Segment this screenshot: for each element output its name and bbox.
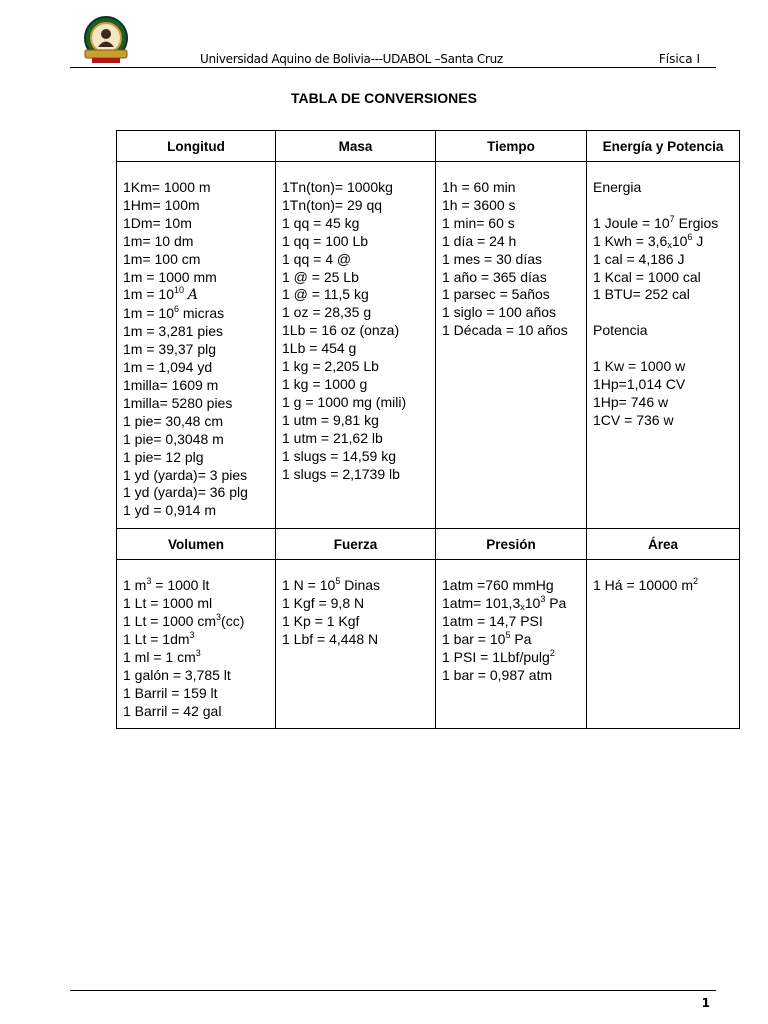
list-item-hectarea [593, 577, 733, 595]
list-item: 1 kg = 2,205 Lb [282, 358, 379, 375]
page-number: 1 [701, 996, 710, 1010]
list-item: 1h = 60 min [442, 179, 516, 195]
list-item: 1Lb = 454 g [282, 340, 357, 357]
body-row-2 [117, 560, 740, 729]
exponent: 6 [687, 231, 693, 242]
list-item: 1 Barril = 159 lt [123, 684, 218, 701]
list-item: 1 mes = 30 días [442, 250, 543, 267]
text: 1 PSI = 1Lbf/pulg [442, 648, 550, 665]
exponent: 5 [335, 576, 341, 587]
list-item: 1 yd (yarda)= 36 plg [123, 484, 248, 501]
list-item: 1m = 39,37 plg [123, 341, 217, 358]
text: = 1000 lt [151, 577, 210, 594]
list-item-lt-cm3 [123, 613, 269, 631]
cell-area [587, 560, 740, 729]
header-row-1 [117, 131, 740, 162]
text: 1 ml = 1 cm [123, 648, 196, 665]
text: 1 bar = 10 [442, 630, 506, 647]
conversion-table [116, 130, 740, 729]
spacer [593, 304, 733, 322]
heading-presion: Presión [436, 529, 587, 560]
spacer [593, 340, 733, 358]
text: 1 Kwh = 3,6 [593, 232, 668, 249]
list-item: 1atm = 14,7 PSI [442, 613, 543, 630]
header-course: Física I [658, 52, 700, 66]
list-item: 1 Lt = 1000 ml [123, 595, 213, 612]
exponent: 3 [195, 647, 201, 658]
exponent: 10 [173, 285, 184, 296]
times-sign: x [520, 602, 525, 613]
list-item-angstrom [123, 286, 269, 305]
list-item: 1 bar = 0,987 atm [442, 666, 553, 683]
text: 1 m [123, 577, 147, 594]
list-item: 1Km= 1000 m [123, 179, 211, 195]
text: 1atm= 101,3 [442, 595, 521, 612]
university-seal-logo [80, 14, 132, 66]
list-item: 1CV = 736 w [593, 411, 674, 428]
list-item: 1Tn(ton)= 1000kg [282, 179, 393, 195]
list-item: 1Hp= 746 w [593, 393, 669, 410]
list-item: 1 @ = 25 Lb [282, 268, 359, 285]
list-item-bar-pa [442, 631, 580, 649]
text: 10 [671, 232, 688, 249]
list-item: 1 min= 60 s [442, 214, 515, 231]
exponent: 5 [505, 629, 511, 640]
list-item: 1 kg = 1000 g [282, 375, 368, 392]
text: Ergios [674, 214, 719, 231]
list-item: 1 @ = 11,5 kg [282, 286, 369, 303]
text: 1m = 10 [123, 286, 174, 303]
list-item: 1 qq = 100 Lb [282, 232, 369, 249]
footer-divider [70, 990, 716, 991]
exponent: 3 [216, 612, 222, 623]
cell-presion [436, 560, 587, 729]
text: 1 Joule = 10 [593, 214, 670, 231]
list-item: 1 pie= 12 plg [123, 448, 204, 465]
list-item-newton [282, 577, 429, 595]
list-item: 1 slugs = 2,1739 lb [282, 465, 400, 482]
spacer [593, 197, 733, 215]
list-item: 1 oz = 28,35 g [282, 304, 372, 321]
list-item: 1m = 3,281 pies [123, 323, 224, 340]
list-item: 1 cal = 4,186 J [593, 250, 685, 267]
cell-fuerza [276, 560, 436, 729]
list-item: 1m= 10 dm [123, 232, 194, 249]
list-item: 1atm =760 mmHg [442, 577, 554, 594]
list-item: 1 Barril = 42 gal [123, 702, 222, 719]
cell-tiempo [436, 162, 587, 529]
document-title: TABLA DE CONVERSIONES [291, 90, 477, 106]
list-item: 1 año = 365 días [442, 268, 547, 285]
list-item-atm-pa [442, 595, 580, 613]
exponent: 2 [549, 647, 555, 658]
list-item: 1 pie= 30,48 cm [123, 412, 224, 429]
list-item: 1 qq = 45 kg [282, 214, 360, 231]
list-item-micras [123, 305, 269, 323]
list-item: 1Hm= 100m [123, 196, 200, 213]
list-item: 1 pie= 0,3048 m [123, 430, 224, 447]
potencia-label: Potencia [593, 322, 648, 339]
list-item: 1 utm = 9,81 kg [282, 411, 379, 428]
list-item-lt-dm3 [123, 631, 269, 649]
list-item: 1m= 100 cm [123, 250, 201, 267]
cell-longitud [117, 162, 276, 529]
list-item: 1milla= 1609 m [123, 376, 219, 393]
list-item: 1 slugs = 14,59 kg [282, 447, 397, 464]
list-item: 1 yd = 0,914 m [123, 502, 217, 519]
list-item: 1Lb = 16 oz (onza) [282, 322, 400, 339]
header-university: Universidad Aquino de Bolivia---UDABOL –Santa Cruz [200, 52, 503, 66]
list-item: 1 Kgf = 9,8 N [282, 595, 365, 612]
exponent: 3 [189, 629, 195, 640]
cell-masa [276, 162, 436, 529]
header-row-2 [117, 529, 740, 560]
list-item-joule [593, 215, 733, 233]
text: Dinas [340, 577, 381, 594]
list-item: 1 Kp = 1 Kgf [282, 613, 360, 630]
list-item: 1 qq = 4 @ [282, 250, 352, 267]
list-item: 1Hp=1,014 CV [593, 375, 686, 392]
list-item-ml-cm3 [123, 649, 269, 667]
heading-energia-potencia: Energía y Potencia [587, 131, 740, 162]
heading-area: Área [587, 529, 740, 560]
list-item-psi [442, 649, 580, 667]
body-row-1 [117, 162, 740, 529]
heading-volumen: Volumen [117, 529, 276, 560]
heading-masa: Masa [276, 131, 436, 162]
text: Pa [510, 630, 532, 647]
list-item: 1h = 3600 s [442, 196, 516, 213]
text: J [692, 232, 704, 249]
list-item: 1Tn(ton)= 29 qq [282, 196, 383, 213]
list-item: 1 BTU= 252 cal [593, 286, 690, 303]
list-item: 1milla= 5280 pies [123, 394, 233, 411]
list-item: 1 parsec = 5años [442, 286, 550, 303]
heading-longitud: Longitud [117, 131, 276, 162]
list-item: 1 Kcal = 1000 cal [593, 268, 701, 285]
list-item: 1 utm = 21,62 lb [282, 429, 383, 446]
heading-tiempo: Tiempo [436, 131, 587, 162]
list-item: 1 Década = 10 años [442, 322, 568, 339]
list-item: 1 yd (yarda)= 3 pies [123, 466, 248, 483]
list-item-kwh [593, 233, 733, 251]
text: (cc) [221, 613, 245, 630]
exponent: 3 [146, 576, 152, 587]
angstrom-symbol: A [187, 287, 199, 304]
list-item-m3 [123, 577, 269, 595]
text: 1 Lt = 1dm [123, 630, 190, 647]
list-item: 1Dm= 10m [123, 214, 192, 231]
text: 1 N = 10 [282, 577, 336, 594]
list-item: 1m = 1000 mm [123, 268, 217, 285]
times-sign: x [667, 239, 672, 250]
list-item: 1 g = 1000 mg (mili) [282, 393, 407, 410]
text: micras [179, 305, 225, 322]
text: 1 Há = 10000 m [593, 577, 694, 594]
list-item: 1 Lbf = 4,448 N [282, 630, 379, 647]
text: 1m = 10 [123, 305, 174, 322]
exponent: 7 [669, 213, 675, 224]
cell-volumen [117, 560, 276, 729]
exponent: 6 [173, 304, 179, 315]
text: 1 Lt = 1000 cm [123, 613, 217, 630]
heading-fuerza: Fuerza [276, 529, 436, 560]
list-item: 1m = 1,094 yd [123, 359, 213, 376]
text: Pa [545, 595, 567, 612]
text: 10 [524, 595, 541, 612]
list-item: 1 día = 24 h [442, 232, 517, 249]
exponent: 2 [693, 576, 699, 587]
list-item: 1 galón = 3,785 lt [123, 666, 231, 683]
header-divider [70, 67, 716, 68]
list-item: 1 Kw = 1000 w [593, 358, 686, 375]
energia-label: Energia [593, 179, 642, 195]
cell-energia-potencia [587, 162, 740, 529]
list-item: 1 siglo = 100 años [442, 304, 557, 321]
exponent: 3 [540, 594, 546, 605]
